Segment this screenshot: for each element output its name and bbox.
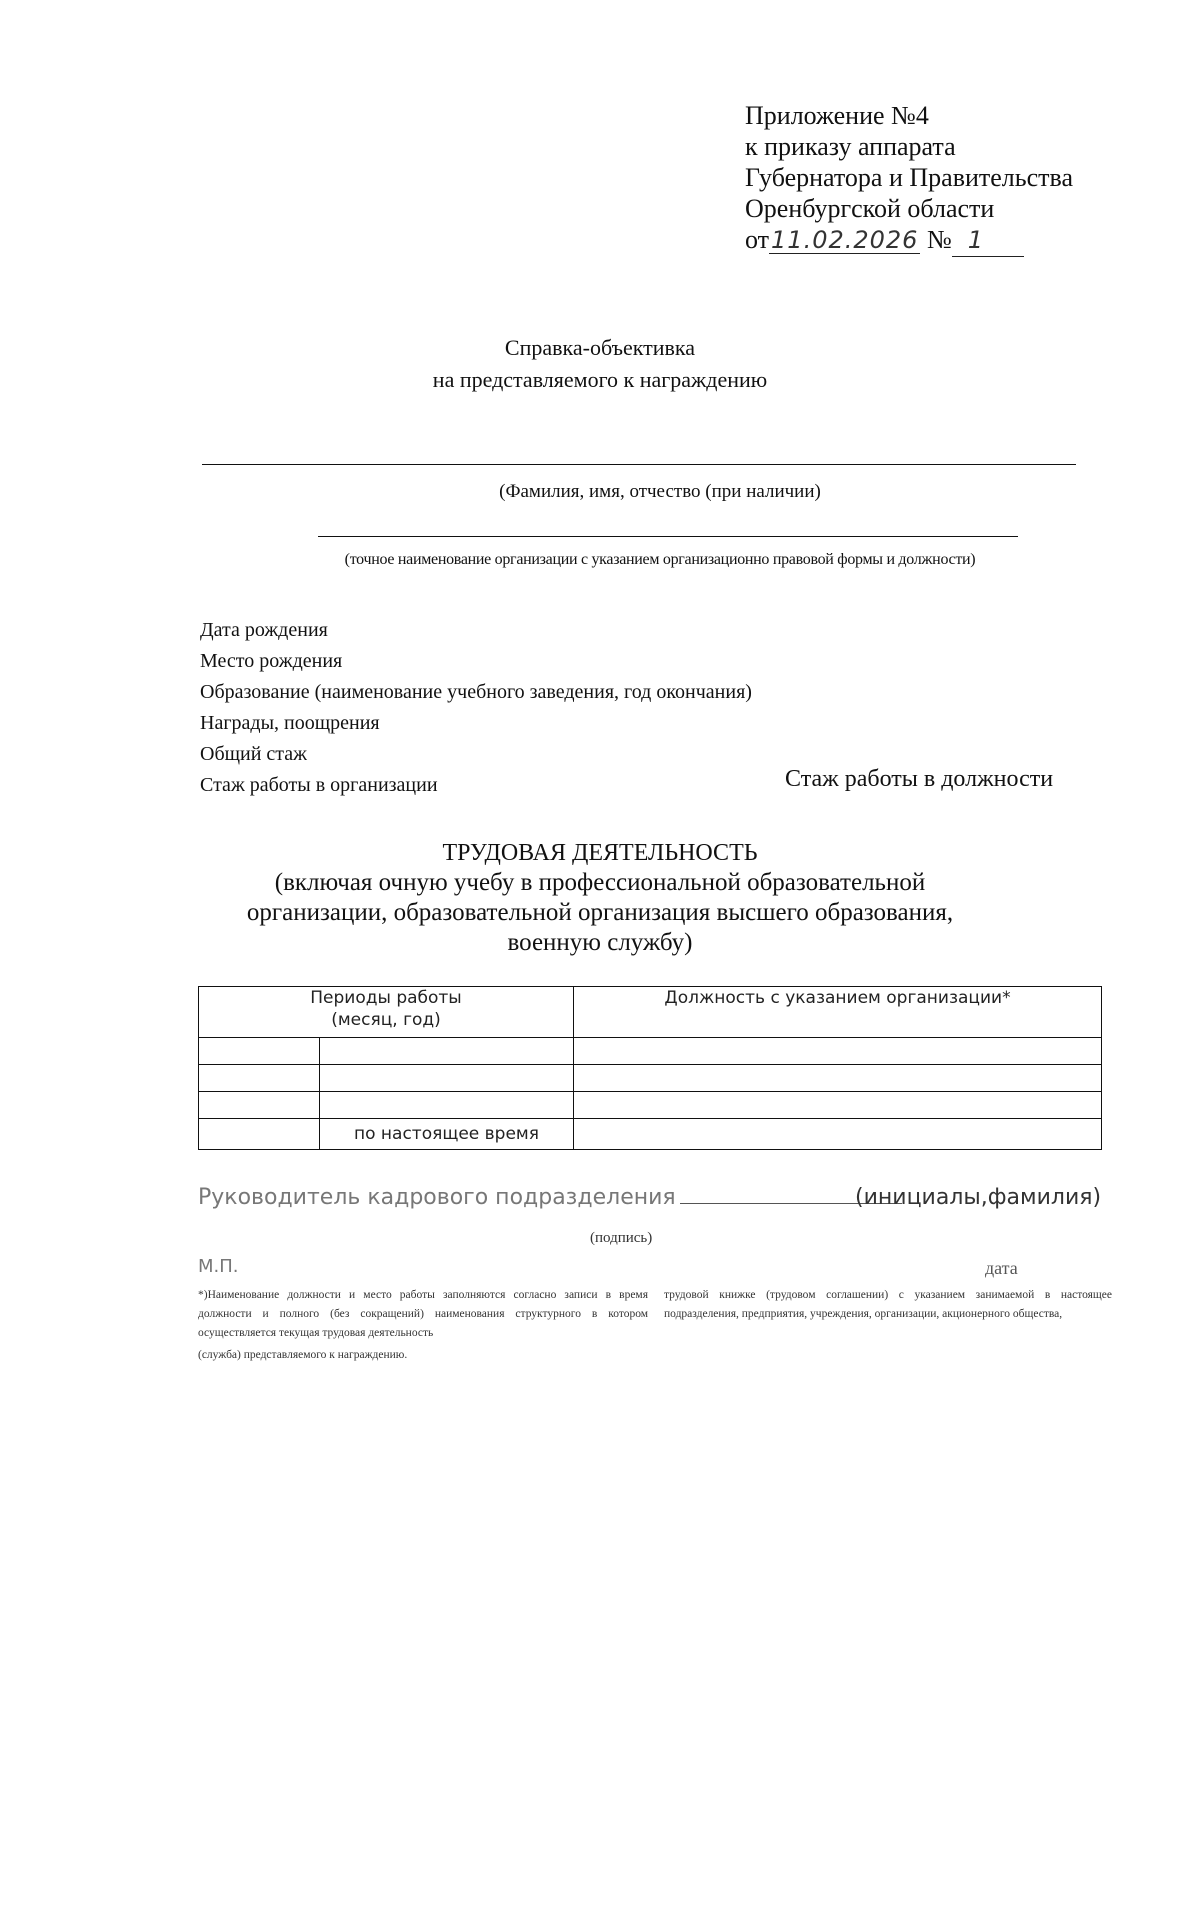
doc-title: Справка-объективка [504,335,696,360]
footnote-right: трудовой книжке (трудовом соглашении) с указанием занимаемой в настоящее подразделения, предприятия, учреждения, организации, акционерного общества, [664,1289,1112,1320]
header-periods [199,987,574,1038]
section-line2: организации, образовательной организация высшего образования, [246,899,954,926]
appendix-order: к приказу аппарата [745,132,956,161]
appendix-authority: Губернатора и Правительства [745,163,1073,192]
document-title [0,332,1200,396]
section-line3: военную службу) [507,929,693,956]
cell-from[interactable] [199,1119,320,1150]
fio-caption: (Фамилия, имя, отчество (при наличии) [499,481,821,502]
field-awards: Награды, поощрения [200,712,380,734]
work-history-table [198,986,1102,1150]
table-row [199,1065,1102,1092]
cell-position[interactable] [574,1065,1102,1092]
section-line1: (включая очную учебу в профессиональной образовательной [274,869,926,896]
field-education: Образование (наименование учебного заведения, год окончания) [200,681,752,703]
initials-label: (инициалы,фамилия) [855,1185,1102,1210]
section-title: ТРУДОВАЯ ДЕЯТЕЛЬНОСТЬ [442,840,758,866]
podpis-caption: (подпись) [590,1230,653,1246]
field-birth-date: Дата рождения [200,619,328,641]
date-label: дата [985,1258,1018,1278]
from-label: от [745,225,770,254]
number-label: № [926,225,952,254]
org-caption: (точное наименование организации с указанием организационно правовой формы и должности) [344,551,976,568]
table-row [199,1092,1102,1119]
appendix-region: Оренбургской области [745,194,995,223]
cell-from[interactable] [199,1092,320,1119]
cell-to[interactable] [320,1038,574,1065]
field-birth-place: Место рождения [200,650,343,672]
cell-position[interactable] [574,1038,1102,1065]
handwritten-number: 1 [952,225,1024,257]
cell-from[interactable] [199,1065,320,1092]
cell-position[interactable] [574,1092,1102,1119]
personal-fields [200,615,752,801]
doc-subtitle: на представляемого к награждению [432,367,768,392]
appendix-block [745,100,1073,257]
handwritten-date: 11.02.2026 [771,226,919,254]
stamp-place: М.П. [198,1256,239,1277]
cell-position[interactable] [574,1119,1102,1150]
appendix-title: Приложение №4 [745,101,929,130]
header-position: Должность с указанием организации* [574,987,1102,1038]
footnote-left: *)Наименование должности и место работы заполняются согласно записи в время должности и полного (без сокращений) наименования структурного в котором осуществляется текущая трудовая деятельность [198,1289,648,1339]
table-header-row [199,987,1102,1038]
field-total-exp: Общий стаж [200,743,307,765]
footnote-last: (служба) представляемого к награждению. [198,1349,408,1361]
work-section-heading [0,838,1200,958]
cell-to[interactable] [320,1092,574,1119]
cell-to[interactable] [320,1065,574,1092]
hr-head-label: Руководитель кадрового подразделения [198,1185,676,1210]
hr-head-signature [198,1185,902,1210]
fio-line [202,464,1076,465]
field-position-exp: Стаж работы в должности [785,766,1054,792]
table-row [199,1119,1102,1150]
field-org-exp: Стаж работы в организации [200,774,438,796]
header-periods-line2: (месяц, год) [331,1010,441,1030]
org-line [318,536,1018,537]
header-periods-line1: Периоды работы [310,988,462,1008]
table-row [199,1038,1102,1065]
appendix-date-line [745,224,1073,257]
cell-from[interactable] [199,1038,320,1065]
cell-present: по настоящее время [320,1119,574,1150]
